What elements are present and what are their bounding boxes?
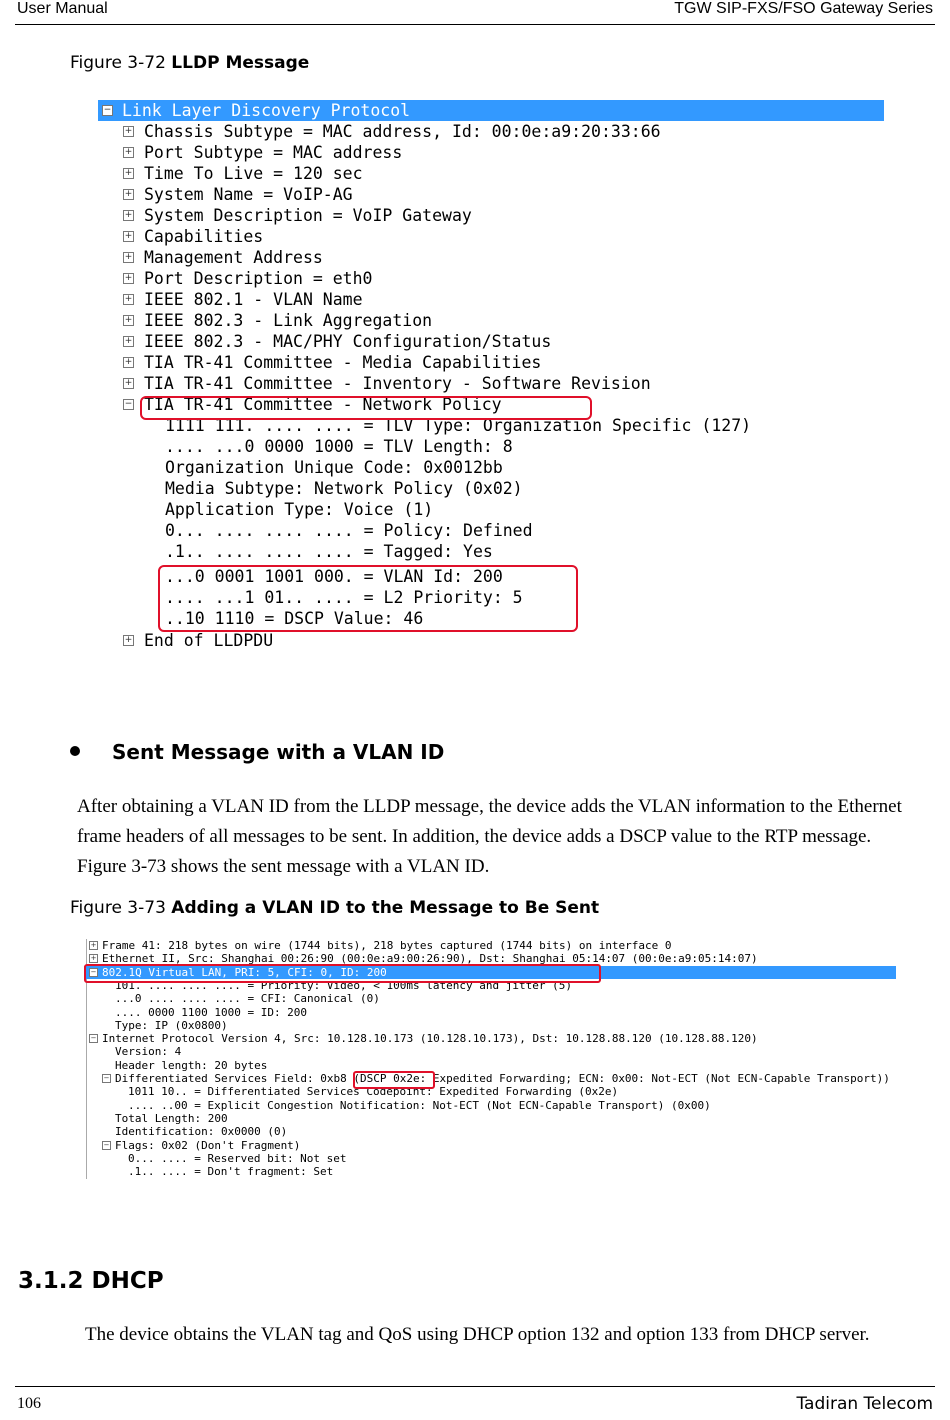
expand-icon[interactable]: + <box>124 315 133 325</box>
page-number: 106 <box>17 1395 41 1412</box>
expand-icon[interactable]: + <box>124 635 133 645</box>
collapse-icon[interactable]: − <box>103 1074 110 1082</box>
dhcp-paragraph: The device obtains the VLAN tag and QoS using DHCP option 132 and option 133 from DHCP server. <box>85 1324 870 1345</box>
page-footer <box>15 1386 935 1417</box>
expand-icon[interactable]: + <box>124 231 133 241</box>
collapse-icon[interactable]: − <box>90 967 97 976</box>
highlight-dscp <box>353 1071 435 1089</box>
expand-icon[interactable]: + <box>124 273 133 283</box>
collapse-icon[interactable]: − <box>103 105 112 115</box>
highlight-vlan-fields <box>158 565 578 632</box>
expand-icon[interactable]: + <box>124 294 133 304</box>
page-header <box>15 0 935 25</box>
figure-73-caption: Figure 3-73 Adding a VLAN ID to the Message to Be Sent <box>70 898 600 918</box>
expand-icon[interactable]: + <box>90 941 97 949</box>
highlight-network-policy <box>140 396 592 420</box>
expand-icon[interactable]: + <box>124 168 133 178</box>
expand-icon[interactable]: + <box>124 336 133 346</box>
body-paragraph: After obtaining a VLAN ID from the LLDP message, the device adds the VLAN information to the Ethernet frame headers of all messages to be sent. In addition, the device adds a DSCP value to the RTP message. Figure 3-73 shows the sent message with a VLAN ID. <box>77 796 902 877</box>
expand-icon[interactable]: + <box>124 147 133 157</box>
collapse-icon[interactable]: − <box>103 1140 110 1149</box>
expand-icon[interactable]: + <box>124 378 133 388</box>
expand-icon[interactable]: + <box>124 126 133 136</box>
highlight-vlan-header <box>84 964 601 983</box>
expand-icon[interactable]: + <box>124 357 133 367</box>
figure-72-packet-tree: − Link Layer Discovery Protocol + Chassis Subtype = MAC address, Id: 00:0e:a9:20:33:66 + Port Subtype = MAC address + Time To Live = 120 sec + System Name = VoIP-AG + System Description = VoIP Gateway + Capabilities + Management Address + Port Description = eth0 + IEEE 802.1 - VLAN Name + IEEE 802.3 - Link Aggregation + IEEE 802.3 - MAC/PHY Configuration/Status + TIA TR-41 Committee - Media Capabilities + TIA TR-41 Committee - Inventory - Software Revision − TIA TR-41 Committee - Network Policy 1111 111. .... .... = TLV Type: Organization Specific (127) .... ...0 0000 1000 = TLV Length: 8 Organization Unique Code: 0x0012bb Media Subtype: Network Policy (0x02) Application Type: Voice (1) 0... .... .... .... = Policy: Defined .1.. .... .... .... = Tagged: Yes ...0 0001 1001 000. = VLAN Id: 200 .... ...1 01.. .... = L2 Priority: 5 ..10 1110 = DSCP Value: 46 + End of LLDPDU <box>98 100 884 660</box>
collapse-icon[interactable]: − <box>124 399 133 409</box>
section-heading: Sent Message with a VLAN ID <box>112 740 445 764</box>
header-product: TGW SIP-FXS/FSO Gateway Series <box>674 0 933 17</box>
collapse-icon[interactable]: − <box>90 1034 97 1043</box>
dhcp-heading: 3.1.2 DHCP <box>18 1268 164 1294</box>
footer-company: Tadiran Telecom <box>796 1394 933 1414</box>
tree-row-lldp[interactable]: − Link Layer Discovery Protocol <box>98 100 884 121</box>
expand-icon[interactable]: + <box>124 189 133 199</box>
figure-73-packet-tree: + Frame 41: 218 bytes on wire (1744 bits), 218 bytes captured (1744 bits) on interface 0 + Ethernet II, Src: Shanghai_00:26:90 (00:0e:a9:00:26:90), Dst: Shanghai_05:14:07 (00:0e:a9:05:14:07) − 802.1Q Virtual LAN, PRI: 5, CFI: 0, ID: 200 101. .... .... .... = Priority: Video, < 100ms latency and jitter (5) ...0 .... .... .... = CFI: Canonical (0) .... 0000 1100 1000 = ID: 200 Type: IP (0x0800) − Internet Protocol Version 4, Src: 10.128.10.173 (10.128.10.173), Dst: 10.128.88.120 (10.128.88.120) Version: 4 Header length: 20 bytes − Differentiated Services Field: 0xb8 (DSCP 0x2e: Expedited Forwarding; ECN: 0x00: Not-ECT (Not ECN-Capable Transport)) 1011 10.. = Differentiated Services Codepoint: Expedited Forwarding (0x2e) .... ..00 = Explicit Congestion Notification: Not-ECT (Not ECN-Capable Transport) (0x00) Total Length: 200 Identification: 0x0000 (0) − Flags: 0x02 (Don't Fragment) 0... .... = Reserved bit: Not set .1.. .... = Don't fragment: Set <box>84 939 896 1179</box>
tree-row-vlan[interactable]: − 802.1Q Virtual LAN, PRI: 5, CFI: 0, ID: 200 <box>84 966 896 979</box>
header-title: User Manual <box>17 0 108 17</box>
bullet-dot <box>70 746 80 756</box>
expand-icon[interactable]: + <box>90 954 97 963</box>
expand-icon[interactable]: + <box>124 210 133 220</box>
expand-icon[interactable]: + <box>124 252 133 262</box>
figure-72-caption: Figure 3-72 LLDP Message <box>70 53 310 73</box>
